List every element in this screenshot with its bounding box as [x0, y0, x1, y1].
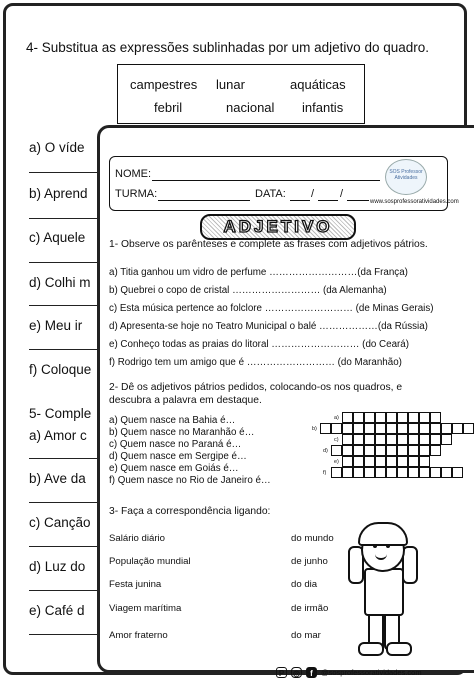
grid-row-label: e)	[334, 459, 339, 465]
grid-cell[interactable]	[364, 434, 375, 445]
grid-cell[interactable]	[430, 412, 441, 423]
grid-cell[interactable]	[463, 423, 474, 434]
date-separator: /	[311, 188, 315, 200]
match-left-item: Viagem marítima	[109, 603, 182, 614]
grid-cell[interactable]	[375, 423, 386, 434]
back-item: d) Luz do	[29, 559, 86, 574]
match-right-item: do mundo	[291, 533, 334, 544]
answer-line	[29, 546, 99, 547]
name-label: NOME:	[115, 168, 152, 180]
facebook-icon[interactable]: f	[306, 667, 317, 678]
pinterest-icon[interactable]: P	[276, 667, 287, 678]
clue-item: f) Quem nasce no Rio de Janeiro é…	[109, 475, 271, 486]
answer-line	[29, 262, 99, 263]
sentence-item: d) Apresenta-se hoje no Teatro Municipal o balé ………………(da Rússia)	[109, 321, 428, 332]
back-item: e) Café d	[29, 603, 85, 618]
grid-cell[interactable]	[353, 423, 364, 434]
match-right-item: do dia	[291, 579, 318, 590]
grid-cell[interactable]	[408, 456, 419, 467]
match-left-item: Amor fraterno	[109, 630, 168, 641]
grid-cell[interactable]	[364, 412, 375, 423]
grid-cell[interactable]	[331, 423, 342, 434]
grid-cell[interactable]	[342, 412, 353, 423]
footer-handle: @sosprofessoratividades.com	[321, 668, 422, 677]
child-eye	[373, 544, 377, 548]
word: lunar	[216, 77, 245, 92]
grid-cell[interactable]	[419, 456, 430, 467]
answer-line	[29, 218, 99, 219]
grid-cell[interactable]	[364, 467, 375, 478]
clue-item: d) Quem nasce em Sergipe é…	[109, 451, 247, 462]
grid-cell[interactable]	[430, 423, 441, 434]
back-item: d) Colhi m	[29, 275, 91, 290]
match-left-item: Festa junina	[109, 579, 162, 590]
grid-cell[interactable]	[397, 434, 408, 445]
grid-cell[interactable]	[320, 423, 331, 434]
grid-cell[interactable]	[386, 423, 397, 434]
grid-cell[interactable]	[342, 434, 353, 445]
grid-cell[interactable]	[397, 467, 408, 478]
class-field[interactable]	[158, 200, 250, 201]
grid-cell[interactable]	[353, 445, 364, 456]
grid-cell[interactable]	[331, 445, 342, 456]
grid-cell[interactable]	[386, 456, 397, 467]
word: campestres	[130, 77, 198, 92]
grid-cell[interactable]	[386, 467, 397, 478]
word-box	[117, 64, 365, 124]
grid-row-label: f)	[323, 470, 327, 476]
grid-cell[interactable]	[331, 467, 342, 478]
back-item: f) Coloque	[29, 362, 92, 377]
sentence-item: c) Esta música pertence ao folclore ……………………… (de Minas Gerais)	[109, 303, 434, 314]
grid-cell[interactable]	[364, 423, 375, 434]
sentence-item: f) Rodrigo tem um amigo que é ……………………… (do Maranhão)	[109, 357, 402, 368]
grid-cell[interactable]	[408, 445, 419, 456]
grid-cell[interactable]	[342, 456, 353, 467]
answer-line	[29, 305, 99, 306]
child-shoe	[358, 642, 384, 656]
match-right-item: de irmão	[291, 603, 329, 614]
date-month-field[interactable]	[318, 200, 338, 201]
grid-cell[interactable]	[342, 423, 353, 434]
date-year-field[interactable]	[347, 200, 369, 201]
answer-line	[29, 458, 99, 459]
grid-cell[interactable]	[408, 412, 419, 423]
grid-cell[interactable]	[364, 445, 375, 456]
grid-cell[interactable]	[353, 412, 364, 423]
question-2-title: 2- Dê os adjetivos pátrios pedidos, colocando-os nos quadros, e	[109, 382, 403, 393]
grid-cell[interactable]	[441, 434, 452, 445]
child-shoe	[386, 642, 412, 656]
grid-cell[interactable]	[419, 445, 430, 456]
grid-cell[interactable]	[430, 434, 441, 445]
grid-cell[interactable]	[375, 467, 386, 478]
back-item: a) Amor c	[29, 428, 87, 443]
date-day-field[interactable]	[290, 200, 310, 201]
back-item: b) Ave da	[29, 471, 86, 486]
question-3-title: 3- Faça a correspondência ligando:	[109, 506, 271, 517]
grid-row-label: d)	[323, 448, 328, 454]
grid-cell[interactable]	[408, 467, 419, 478]
owl-logo-icon	[385, 159, 427, 195]
clue-item: a) Quem nasce na Bahia é…	[109, 415, 236, 426]
question-4-title: 4- Substitua as expressões sublinhadas por um adjetivo do quadro.	[26, 40, 429, 55]
grid-cell[interactable]	[419, 434, 430, 445]
grid-cell[interactable]	[419, 423, 430, 434]
question-2-title-cont: descubra a palavra em destaque.	[109, 395, 262, 406]
grid-cell[interactable]	[375, 456, 386, 467]
word: infantis	[302, 100, 344, 115]
answer-line	[29, 172, 99, 173]
grid-cell[interactable]	[397, 423, 408, 434]
sentence-item: e) Conheço todas as praias do litoral ……………………… (do Ceará)	[109, 339, 410, 350]
sentence-item: a) Titia ganhou um vidro de perfume ………………………(da França)	[109, 267, 408, 278]
child-eye	[386, 544, 390, 548]
grid-cell[interactable]	[452, 423, 463, 434]
grid-cell[interactable]	[408, 434, 419, 445]
grid-cell[interactable]	[452, 467, 463, 478]
question-1-title: 1- Observe os parênteses e complete as frases com adjetivos pátrios.	[109, 239, 428, 250]
clue-item: e) Quem nasce em Goiás é…	[109, 463, 239, 474]
word: febril	[154, 100, 183, 115]
answer-line	[29, 349, 99, 350]
match-left-item: População mundial	[109, 556, 191, 567]
grid-cell[interactable]	[397, 445, 408, 456]
grid-cell[interactable]	[397, 456, 408, 467]
name-field[interactable]	[152, 180, 380, 181]
word: aquáticas	[290, 77, 346, 92]
grid-cell[interactable]	[342, 467, 353, 478]
sentence-item: b) Quebrei o copo de cristal ……………………… (da Alemanha)	[109, 285, 387, 296]
grid-cell[interactable]	[419, 412, 430, 423]
grid-cell[interactable]	[375, 412, 386, 423]
grid-row-label: c)	[334, 437, 339, 443]
match-left-item: Salário diário	[109, 533, 165, 544]
match-right-item: do mar	[291, 630, 321, 641]
grid-cell[interactable]	[430, 467, 441, 478]
grid-cell[interactable]	[419, 467, 430, 478]
class-label: TURMA:	[115, 188, 158, 200]
back-item: c) Aquele	[29, 230, 86, 245]
match-right-item: de junho	[291, 556, 328, 567]
grid-cell[interactable]	[386, 434, 397, 445]
footer	[276, 667, 422, 678]
clue-item: c) Quem nasce no Paraná é…	[109, 439, 242, 450]
instagram-icon[interactable]: ◎	[291, 667, 302, 678]
answer-line	[29, 590, 99, 591]
word: nacional	[226, 100, 275, 115]
back-item: b) Aprend	[29, 186, 88, 201]
back-item: e) Meu ir	[29, 318, 83, 333]
grid-cell[interactable]	[386, 445, 397, 456]
grid-cell[interactable]	[375, 445, 386, 456]
grid-cell[interactable]	[441, 423, 452, 434]
child-body	[364, 568, 404, 616]
grid-cell[interactable]	[353, 467, 364, 478]
grid-cell[interactable]	[397, 412, 408, 423]
grid-cell[interactable]	[353, 456, 364, 467]
grid-row-label: a)	[334, 415, 339, 421]
answer-line	[29, 502, 99, 503]
grid-cell[interactable]	[364, 456, 375, 467]
site-url: www.sosprofessoratividades.com	[370, 199, 459, 205]
grid-cell[interactable]	[386, 412, 397, 423]
worksheet-title: ADJETIVO	[223, 217, 333, 236]
grid-cell[interactable]	[375, 434, 386, 445]
front-worksheet	[97, 125, 474, 673]
date-label: DATA:	[255, 188, 286, 200]
clue-item: b) Quem nasce no Maranhão é…	[109, 427, 255, 438]
child-cap	[358, 522, 408, 546]
grid-cell[interactable]	[342, 445, 353, 456]
grid-cell[interactable]	[441, 467, 452, 478]
grid-cell[interactable]	[353, 434, 364, 445]
date-separator: /	[340, 188, 344, 200]
answer-line	[29, 634, 99, 635]
grid-cell[interactable]	[408, 423, 419, 434]
logo-text: SOS Professor Atividades	[389, 169, 423, 181]
grid-cell[interactable]	[430, 445, 441, 456]
title-banner	[200, 214, 356, 240]
grid-row-label: b)	[312, 426, 317, 432]
back-item: a) O víde	[29, 140, 85, 155]
back-item: c) Canção	[29, 515, 91, 530]
question-5-title: 5- Comple	[29, 406, 92, 421]
